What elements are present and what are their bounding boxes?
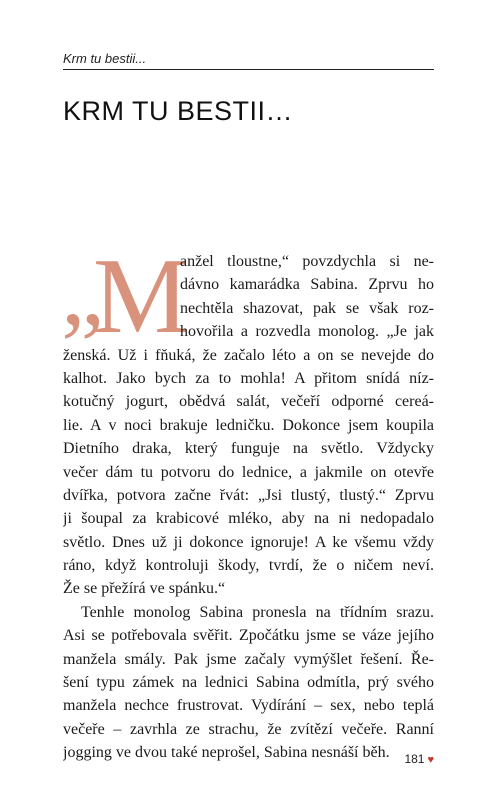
text-line: světlo. Dnes už ji dokonce ignoruje! A ke všemu vždy xyxy=(63,533,434,551)
text-line: kalhot. Jako bych za to mohla! A přitom snídá níz- xyxy=(63,369,434,387)
text-line: hovořila a rozvedla monolog. „Je jak xyxy=(180,323,434,341)
text-line: dávno kamarádka Sabina. Zprvu ho xyxy=(180,276,434,294)
text-line: Že se přežírá ve spánku.“ xyxy=(63,580,226,598)
text-line: dvířka, potvora začne řvát: „Jsi tlustý, tlustý.“ Zprvu xyxy=(63,486,434,504)
text-line: anžel tloustne,“ povzdychla si ne- xyxy=(180,253,434,270)
text-line: Dietního draka, který funguje na světlo. Vždycky xyxy=(63,440,434,458)
text-line: Tenhle monolog Sabina pronesla na třídním srazu. xyxy=(81,603,434,621)
running-head: Krm tu bestii... xyxy=(63,51,147,66)
text-line: lie. A v noci brakuje ledničku. Dokonce jsem koupila xyxy=(63,416,434,434)
body-text xyxy=(63,250,434,765)
text-line: manžela nechce frustrovat. Vydírání – sex, nebo teplá xyxy=(63,697,434,715)
text-line: ji šoupal za krabicové mléko, aby na ni nedopadalo xyxy=(63,510,434,528)
header-rule xyxy=(63,69,434,70)
heart-icon: ♥ xyxy=(427,754,434,766)
text-line: večeře – zavrhla ze strachu, že zvítězí večeře. Ranní xyxy=(63,720,434,738)
text-line: šení typu zámek na lednici Sabina odmítla, prý svého xyxy=(63,674,434,692)
text-line: ženská. Už i fňuká, že začalo léto a on se nevejde do xyxy=(63,346,434,364)
dropcap-letter: M xyxy=(93,237,190,356)
text-line: nechtěla shazovat, pak se však roz- xyxy=(180,299,434,317)
chapter-title: KRM TU BESTII… xyxy=(63,96,294,126)
text-line: večer dám tu potvoru do lednice, a jakmile on otevře xyxy=(63,463,434,481)
text-line: jogging ve dvou také neprošel, Sabina nesnáší běh. xyxy=(63,744,390,762)
text-line: ráno, když kontroluji škody, tvrdí, že o ničem neví. xyxy=(63,557,434,575)
text-line: manžela smály. Pak jsme začaly vymýšlet řešení. Ře- xyxy=(63,650,434,668)
dropcap-quote: „ xyxy=(61,238,104,345)
page-number xyxy=(404,752,434,766)
page-number-value: 181 xyxy=(404,752,425,766)
text-line: kotučný jogurt, obědvá salát, večeří odporné cereá- xyxy=(63,393,434,411)
text-line: Asi se potřebovala svěřit. Zpočátku jsme se váze jejího xyxy=(63,627,434,645)
